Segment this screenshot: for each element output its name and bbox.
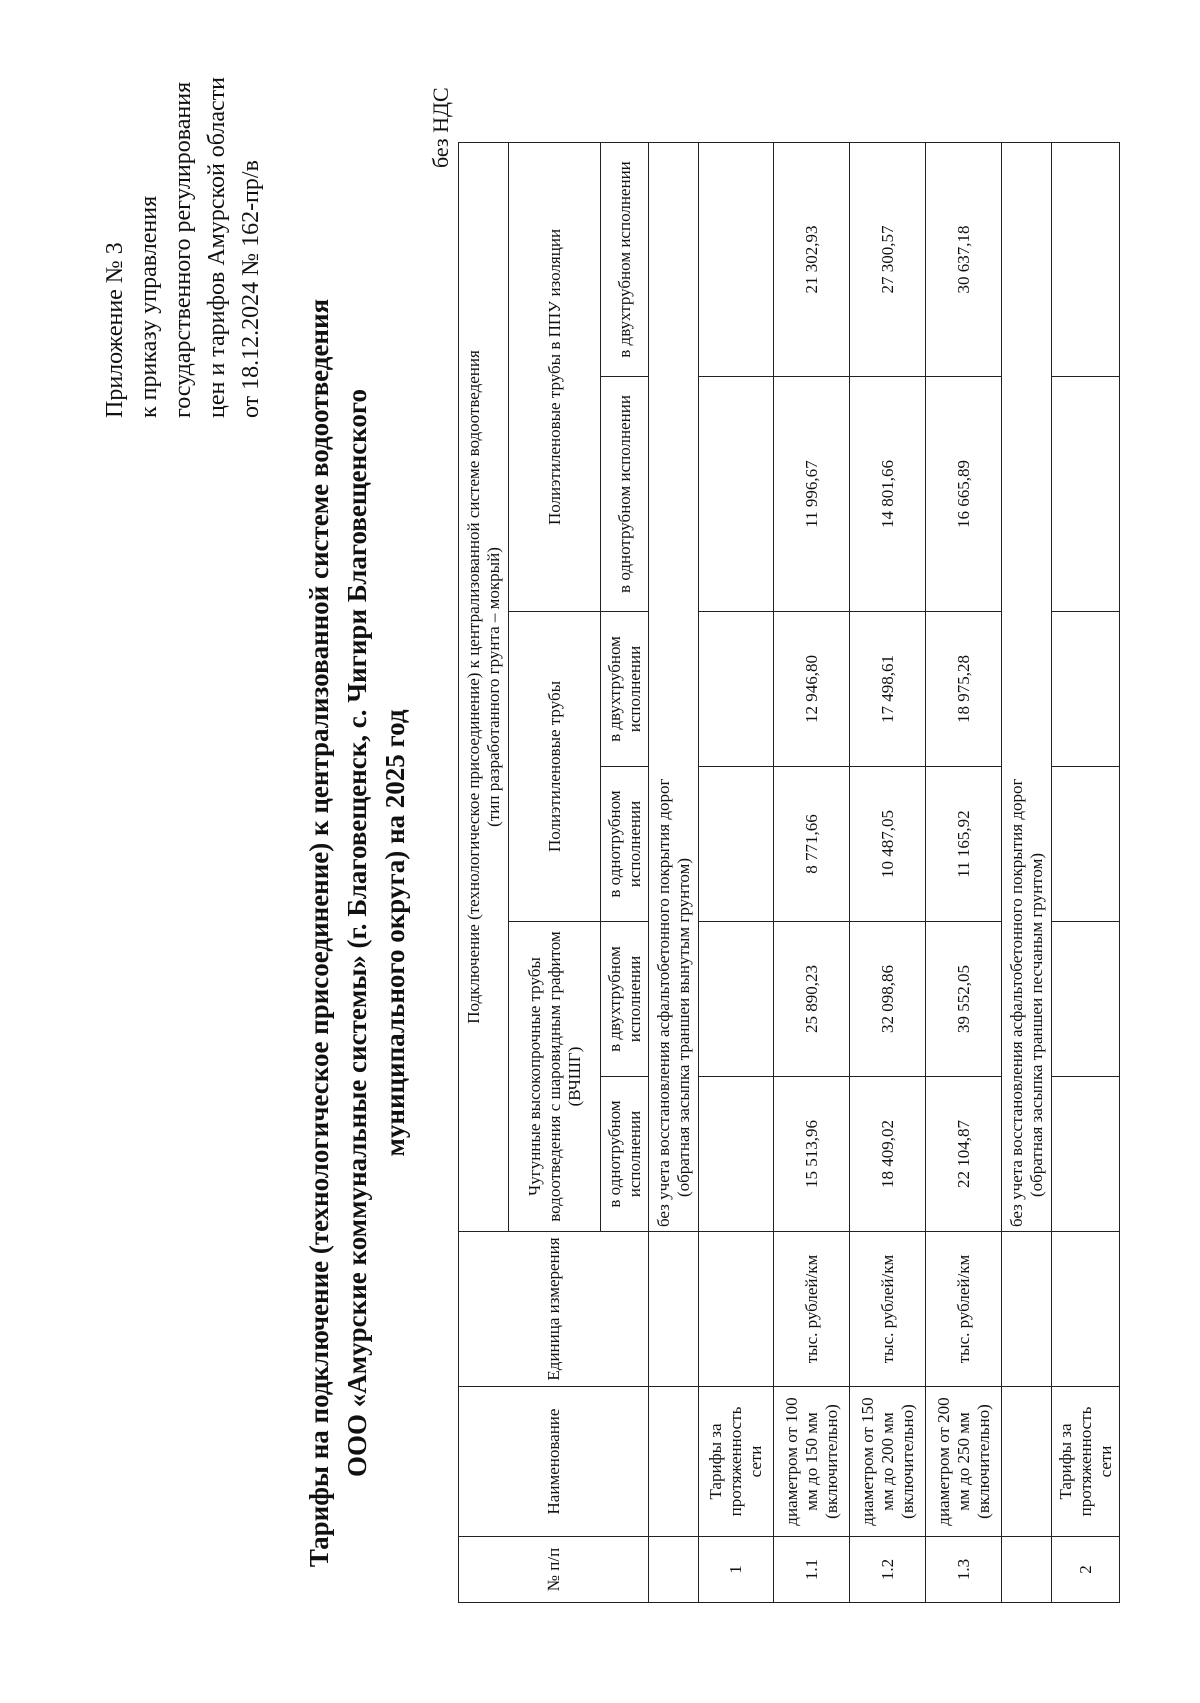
- row-value: 25 890,23: [774, 922, 850, 1077]
- table-row: [774, 142, 850, 1602]
- row-value: 11 996,67: [774, 377, 850, 612]
- row-value: 14 801,66: [850, 377, 926, 612]
- appendix-line: цен и тарифов Амурской области: [204, 76, 230, 418]
- title-line: муниципального округа) на 2025 год: [380, 709, 410, 1157]
- row-value: 12 946,80: [774, 612, 850, 767]
- row-num: 2: [1052, 1537, 1120, 1603]
- row-num: 1.2: [850, 1537, 926, 1603]
- table-row: [850, 142, 926, 1602]
- row-value: 27 300,57: [850, 142, 926, 376]
- row-value: 22 104,87: [926, 1077, 1002, 1232]
- header-double: в двухтрубном исполнении: [601, 612, 649, 767]
- row-value: 21 302,93: [774, 142, 850, 376]
- row-value: 39 552,05: [926, 922, 1002, 1077]
- row-name: Тарифы за протяженность сети: [1052, 1387, 1120, 1537]
- table-row: [926, 142, 1002, 1602]
- header-group: [459, 142, 509, 1231]
- row-num: 1.3: [926, 1537, 1002, 1603]
- row-name: диаметром от 150 мм до 200 мм (включительно): [850, 1387, 926, 1537]
- header-single: в однотрубном исполнении: [601, 767, 649, 922]
- row-value: 18 409,02: [850, 1077, 926, 1232]
- row-num: 1: [699, 1537, 774, 1603]
- header-ppu: Полиэтиленовые трубы в ППУ изоляции: [509, 142, 601, 611]
- appendix-line: Приложение № 3: [102, 242, 128, 418]
- row-name: диаметром от 100 мм до 150 мм (включительно): [774, 1387, 850, 1537]
- section-row: [649, 142, 699, 1602]
- header-name: Наименование: [459, 1387, 649, 1537]
- header-double: в двухтрубном исполнении: [601, 922, 649, 1077]
- header-group-title: Подключение (технологическое присоединение) к централизованной системе водоотведения: [463, 350, 483, 1024]
- table-row: [1052, 142, 1120, 1602]
- row-num: 1.1: [774, 1537, 850, 1603]
- header-row: [459, 142, 509, 1602]
- section-note-line: (обратная засыпка траншеи песчаным грунтом): [1026, 853, 1046, 1197]
- row-value: 17 498,61: [850, 612, 926, 767]
- appendix-block: [98, 0, 268, 418]
- header-num: № п/п: [459, 1537, 649, 1603]
- row-value: 32 098,86: [850, 922, 926, 1077]
- row-unit: тыс. рублей/км: [850, 1232, 926, 1387]
- appendix-line: от 18.12.2024 № 162-пр/в: [238, 160, 264, 418]
- section-note-line: без учета восстановления асфальтобетонного покрытия дорог: [1006, 778, 1026, 1227]
- row-value: 16 665,89: [926, 377, 1002, 612]
- section-note-line: (обратная засыпка траншеи вынутым грунтом): [673, 858, 693, 1197]
- row-value: 10 487,05: [850, 767, 926, 922]
- row-value: 8 771,66: [774, 767, 850, 922]
- tariff-table: [458, 142, 1120, 1603]
- header-polyethylene: Полиэтиленовые трубы: [509, 612, 601, 922]
- title-line: Тарифы на подключение (технологическое присоединение) к централизованной системе водоотведения: [304, 298, 334, 1568]
- section-note-line: без учета восстановления асфальтобетонного покрытия дорог: [653, 778, 673, 1227]
- section-note: [1002, 142, 1052, 1231]
- section-note: [649, 142, 699, 1231]
- row-unit: тыс. рублей/км: [774, 1232, 850, 1387]
- row-value: 30 637,18: [926, 142, 1002, 376]
- header-group-subtitle: (тип разработанного грунта – мокрый): [483, 547, 503, 827]
- row-name: Тарифы за протяженность сети: [699, 1387, 774, 1537]
- appendix-line: к приказу управления: [136, 195, 162, 418]
- document-title: [300, 283, 414, 1583]
- row-name: диаметром от 200 мм до 250 мм (включительно): [926, 1387, 1002, 1537]
- row-value: 11 165,92: [926, 767, 1002, 922]
- header-cast-iron: Чугунные высокопрочные трубы водоотведения с шаровидным графитом (ВЧШГ): [509, 922, 601, 1232]
- row-unit: тыс. рублей/км: [926, 1232, 1002, 1387]
- appendix-line: государственного регулирования: [170, 81, 196, 418]
- header-double: в двухтрубном исполнении: [601, 142, 649, 376]
- row-value: 15 513,96: [774, 1077, 850, 1232]
- header-unit: Единица измерения: [459, 1232, 649, 1387]
- row-value: 18 975,28: [926, 612, 1002, 767]
- title-line: ООО «Амурские коммунальные системы» (г. Благовещенск, с. Чигири Благовещенского: [342, 389, 372, 1477]
- section-row: [1002, 142, 1052, 1602]
- header-single: в однотрубном исполнении: [601, 377, 649, 612]
- table-row: [699, 142, 774, 1602]
- header-single: в однотрубном исполнении: [601, 1077, 649, 1232]
- vat-note: без НДС: [428, 87, 453, 168]
